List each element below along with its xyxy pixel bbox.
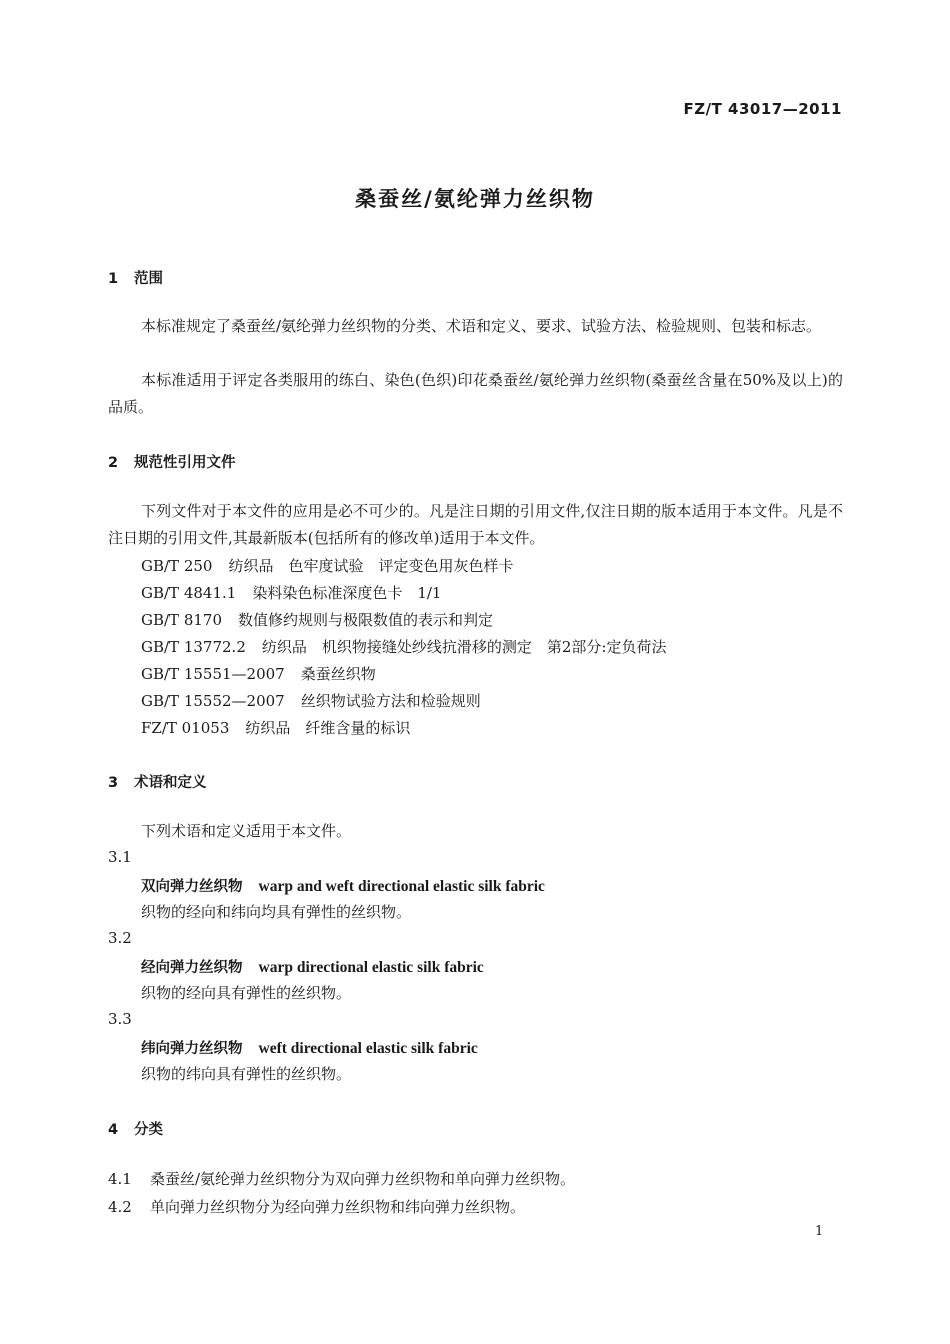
clause-number: 4.2 [108,1198,132,1216]
reference-item [141,609,493,630]
reference-item [141,555,513,576]
term-definition: 织物的纬向具有弹性的丝织物。 [141,1065,352,1083]
section-number: 3 [108,775,119,791]
reference-code: GB/T 8170 [141,611,223,629]
section-title: 规范性引用文件 [134,455,236,471]
normative-intro: 下列文件对于本文件的应用是必不可少的。凡是注日期的引用文件,仅注日期的版本适用于本文件。凡是不注日期的引用文件,其最新版本(包括所有的修改单)适用于本文件。 [108,502,843,547]
reference-title: 纺织品 机织物接缝处纱线抗滑移的测定 第2部分:定负荷法 [261,638,667,656]
reference-item [141,582,441,603]
reference-code: GB/T 250 [141,557,213,575]
section-number: 2 [108,455,119,471]
reference-item [141,636,666,657]
clause-item [108,1196,525,1217]
reference-title: 桑蚕丝织物 [300,665,376,683]
term-entry [141,956,484,977]
term-chinese: 双向弹力丝织物 [141,879,243,895]
reference-title: 丝织物试验方法和检验规则 [300,692,481,710]
reference-code: FZ/T 01053 [141,719,230,737]
term-english: weft directional elastic silk fabric [258,1040,478,1057]
reference-code: GB/T 13772.2 [141,638,246,656]
term-definition: 织物的经向和纬向均具有弹性的丝织物。 [141,903,412,921]
term-entry [141,875,545,896]
section-number: 4 [108,1122,119,1138]
clause-text: 单向弹力丝织物分为经向弹力丝织物和纬向弹力丝织物。 [150,1198,526,1216]
clause-number: 4.1 [108,1170,132,1188]
reference-item [141,663,376,684]
term-number: 3.1 [108,848,132,866]
section-number: 1 [108,271,119,287]
scope-paragraph-1: 本标准规定了桑蚕丝/氨纶弹力丝织物的分类、术语和定义、要求、试验方法、检验规则、包装和标志。 [141,317,822,335]
reference-title: 纺织品 色牢度试验 评定变色用灰色样卡 [228,557,514,575]
term-entry [141,1037,478,1058]
term-english: warp directional elastic silk fabric [258,959,484,976]
section-title: 范围 [134,271,163,287]
clause-text: 桑蚕丝/氨纶弹力丝织物分为双向弹力丝织物和单向弹力丝织物。 [150,1170,576,1188]
reference-code: GB/T 15552—2007 [141,692,285,710]
section-3-heading [108,771,207,792]
reference-code: GB/T 4841.1 [141,584,237,602]
term-number: 3.2 [108,929,132,947]
clause-item [108,1168,575,1189]
reference-item [141,690,481,711]
section-title: 术语和定义 [134,775,207,791]
section-title: 分类 [134,1122,163,1138]
scope-paragraph-2: 本标准适用于评定各类服用的练白、染色(色织)印花桑蚕丝/氨纶弹力丝织物(桑蚕丝含量在50%及以上)的品质。 [108,371,843,416]
reference-item [141,717,410,738]
reference-title: 数值修约规则与极限数值的表示和判定 [238,611,494,629]
term-number: 3.3 [108,1010,132,1028]
section-4-heading [108,1118,163,1139]
reference-title: 染料染色标准深度色卡 1/1 [252,584,442,602]
reference-code: GB/T 15551—2007 [141,665,285,683]
section-2-heading [108,451,236,472]
document-title: 桑蚕丝/氨纶弹力丝织物 [355,187,595,211]
term-chinese: 经向弹力丝织物 [141,960,243,976]
term-chinese: 纬向弹力丝织物 [141,1041,243,1057]
standard-code: FZ/T 43017—2011 [683,100,842,118]
terms-intro: 下列术语和定义适用于本文件。 [141,822,352,840]
term-definition: 织物的经向具有弹性的丝织物。 [141,984,352,1002]
reference-title: 纺织品 纤维含量的标识 [245,719,411,737]
page-number: 1 [815,1224,824,1239]
section-1-heading [108,267,163,288]
term-english: warp and weft directional elastic silk fabric [258,878,545,895]
